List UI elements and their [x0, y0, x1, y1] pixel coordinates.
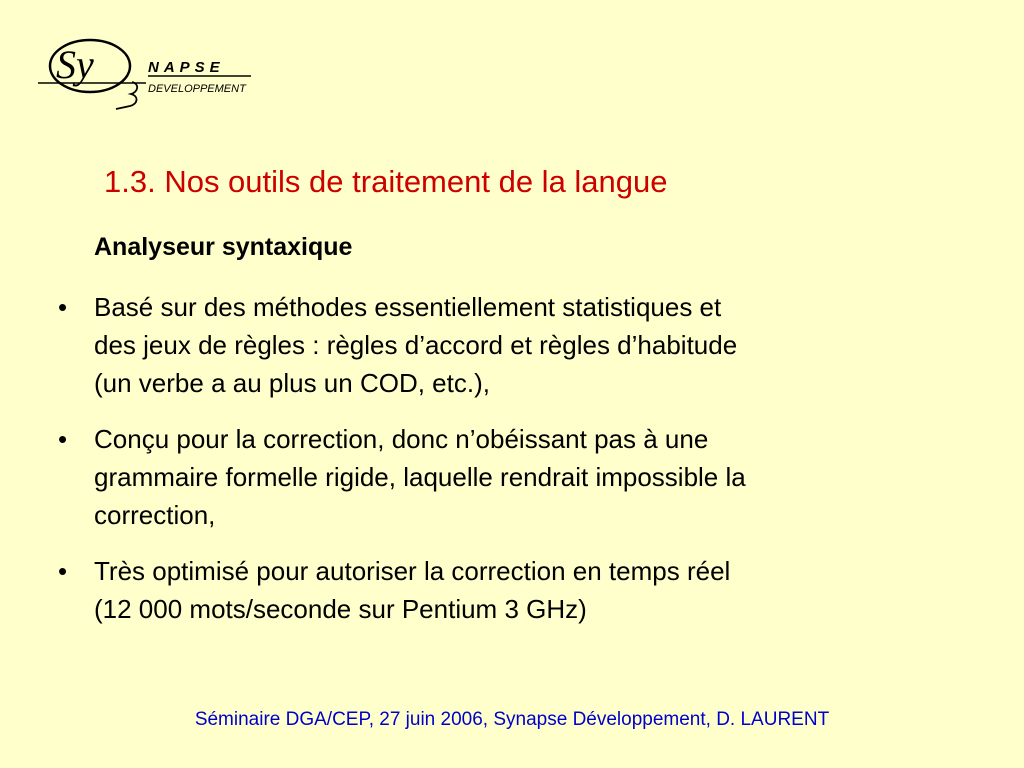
bullet-dot-icon: •: [58, 556, 68, 586]
bullet-text-line: Conçu pour la correction, donc n’obéissant pas à une: [94, 424, 709, 454]
bullet-text-line: (un verbe a au plus un COD, etc.),: [94, 368, 490, 398]
bullet-list: [52, 288, 972, 646]
bullet-text-line: grammaire formelle rigide, laquelle rendrait impossible la: [94, 462, 746, 492]
bullet-text-line: Très optimisé pour autoriser la correction en temps réel: [94, 556, 731, 586]
bullet-text-line: des jeux de règles : règles d’accord et règles d’habitude: [94, 330, 738, 360]
slide-footer: Séminaire DGA/CEP, 27 juin 2006, Synapse Développement, D. LAURENT: [194, 709, 830, 730]
bullet-text-line: Basé sur des méthodes essentiellement statistiques et: [94, 292, 722, 322]
slide-title: 1.3. Nos outils de traitement de la langue: [104, 164, 668, 199]
bullet-dot-icon: •: [58, 424, 68, 454]
logo-sub-text: DEVELOPPEMENT: [148, 83, 246, 95]
logo-suffix-text: NAPSE: [148, 59, 225, 76]
bullet-item: [52, 552, 972, 628]
logo-main-text: Sy: [56, 42, 94, 87]
logo-profile-curve: [116, 82, 137, 109]
synapse-logo-graphic: [36, 32, 276, 114]
bullet-item: [52, 420, 972, 534]
bullet-dot-icon: •: [58, 292, 68, 322]
bullet-item: [52, 288, 972, 402]
synapse-logo: [36, 32, 276, 114]
bullet-text-line: correction,: [94, 500, 216, 530]
slide-subtitle: Analyseur syntaxique: [94, 233, 353, 261]
bullet-text-line: (12 000 mots/seconde sur Pentium 3 GHz): [94, 594, 587, 624]
